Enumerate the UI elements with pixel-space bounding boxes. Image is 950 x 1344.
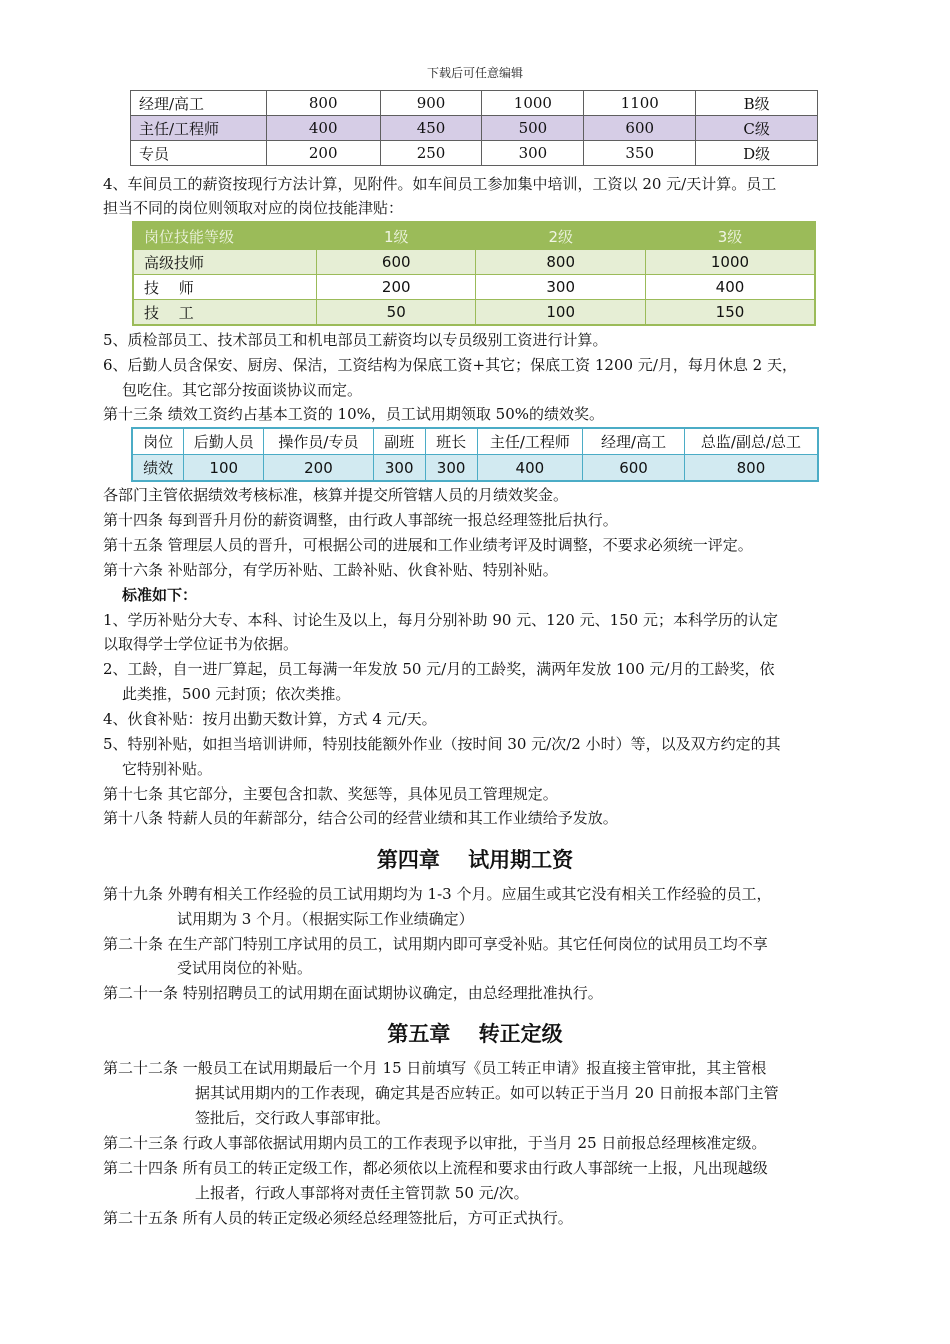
table-cell: 50 xyxy=(316,300,476,326)
paragraph: 4、车间员工的薪资按现行方法计算，见附件。如车间员工参加集中培训，工资以 20 元/天计算。员工 xyxy=(103,175,777,193)
list-item: 2、工龄，自一进厂算起，员工每满一年发放 50 元/月的工龄奖，满两年发放 100 元/月的工龄奖，依 xyxy=(103,660,775,678)
article-17: 第十七条 其它部分，主要包含扣款、奖惩等，具体见员工管理规定。 xyxy=(103,785,558,803)
table-cell: 经理/高工 xyxy=(131,91,267,116)
table-cell: 高级技师 xyxy=(133,250,316,275)
article-24: 第二十四条 所有员工的转正定级工作，都必须依以上流程和要求由行政人事部统一上报，凡出现越级 xyxy=(103,1159,768,1177)
table-row xyxy=(132,428,818,455)
list-item: 以取得学士学位证书为依据。 xyxy=(103,635,299,653)
table-row xyxy=(133,250,815,275)
table-cell: 300 xyxy=(425,455,477,482)
list-item: 此类推，500 元封顶；依次类推。 xyxy=(122,685,351,703)
table-cell: 操作员/专员 xyxy=(264,428,374,455)
table-cell: 1000 xyxy=(645,250,815,275)
table-cell: 200 xyxy=(316,275,476,300)
table-cell: 600 xyxy=(583,455,685,482)
standard-heading: 标准如下： xyxy=(122,586,198,604)
paragraph: 6、后勤人员含保安、厨房、保洁，工资结构为保底工资+其它；保底工资 1200 元/月，每月休息 2 天， xyxy=(103,356,797,374)
article-15: 第十五条 管理层人员的晋升，可根据公司的进展和工作业绩考评及时调整，不要求必须统一评定。 xyxy=(103,536,753,554)
table-cell: 300 xyxy=(476,275,645,300)
table-cell: 主任/工程师 xyxy=(477,428,583,455)
table-cell: 800 xyxy=(684,455,818,482)
table-cell: 主任/工程师 xyxy=(131,116,267,141)
table-cell: 1100 xyxy=(584,91,696,116)
table-header-cell: 1级 xyxy=(316,222,476,250)
table-cell: C级 xyxy=(696,116,818,141)
table-cell: 班长 xyxy=(425,428,477,455)
table-cell: 400 xyxy=(477,455,583,482)
table-cell: 100 xyxy=(184,455,264,482)
chapter-4-title: 第四章 试用期工资 xyxy=(376,847,574,872)
performance-pay-table xyxy=(131,427,819,482)
table-cell: 250 xyxy=(380,141,482,166)
table-cell: 后勤人员 xyxy=(184,428,264,455)
table-cell: 400 xyxy=(266,116,380,141)
article-18: 第十八条 特薪人员的年薪部分，结合公司的经营业绩和其工作业绩给予发放。 xyxy=(103,809,618,827)
skill-allowance-table xyxy=(132,221,816,326)
paragraph: 包吃住。其它部分按面谈协议而定。 xyxy=(122,381,363,399)
table-cell: 绩效 xyxy=(132,455,184,482)
table-cell: 300 xyxy=(482,141,584,166)
table-row xyxy=(132,455,818,482)
article-24-cont: 上报者，行政人事部将对责任主管罚款 50 元/次。 xyxy=(195,1184,529,1202)
table-row xyxy=(133,300,815,326)
table-cell: 技 工 xyxy=(133,300,316,326)
table-header-row xyxy=(133,222,815,250)
table-row xyxy=(131,91,818,116)
table-cell: 200 xyxy=(264,455,374,482)
salary-grade-table xyxy=(130,90,818,166)
table-cell: 150 xyxy=(645,300,815,326)
table-cell: 1000 xyxy=(482,91,584,116)
table-cell: 副班 xyxy=(373,428,425,455)
article-22-cont: 签批后，交行政人事部审批。 xyxy=(195,1109,391,1127)
article-16: 第十六条 补贴部分，有学历补贴、工龄补贴、伙食补贴、特别补贴。 xyxy=(103,561,558,579)
table-cell: 600 xyxy=(584,116,696,141)
table-header-cell: 3级 xyxy=(645,222,815,250)
table-cell: 300 xyxy=(373,455,425,482)
article-25: 第二十五条 所有人员的转正定级必须经总经理签批后，方可正式执行。 xyxy=(103,1209,573,1227)
paragraph: 担当不同的岗位则领取对应的岗位技能津贴： xyxy=(103,199,404,217)
table-row xyxy=(131,141,818,166)
table-cell: D级 xyxy=(696,141,818,166)
table-cell: 400 xyxy=(645,275,815,300)
list-item: 5、特别补贴，如担当培训讲师，特别技能额外作业（按时间 30 元/次/2 小时）等，以及双方约定的其 xyxy=(103,735,781,753)
table-cell: 经理/高工 xyxy=(583,428,685,455)
table-row xyxy=(133,275,815,300)
article-22: 第二十二条 一般员工在试用期最后一个月 15 日前填写《员工转正申请》报直接主管审批，其主管根 xyxy=(103,1059,767,1077)
table-cell: 200 xyxy=(266,141,380,166)
article-20: 第二十条 在生产部门特别工序试用的员工，试用期内即可享受补贴。其它任何岗位的试用员工均不享 xyxy=(103,935,768,953)
article-19-cont: 试用期为 3 个月。（根据实际工作业绩确定） xyxy=(177,910,474,928)
page-header: 下载后可任意编辑 xyxy=(426,66,523,80)
table-cell: 600 xyxy=(316,250,476,275)
chapter-5-title: 第五章 转正定级 xyxy=(387,1021,563,1046)
article-19: 第十九条 外聘有相关工作经验的员工试用期均为 1-3 个月。应届生或其它没有相关工作经验的员工， xyxy=(103,885,772,903)
list-item: 4、伙食补贴：按月出勤天数计算，方式 4 元/天。 xyxy=(103,710,437,728)
article-20-cont: 受试用岗位的补贴。 xyxy=(177,959,313,977)
table-cell: 总监/副总/总工 xyxy=(684,428,818,455)
table-cell: 岗位 xyxy=(132,428,184,455)
table-cell: 450 xyxy=(380,116,482,141)
table-cell: 800 xyxy=(476,250,645,275)
article-14: 第十四条 每到晋升月份的薪资调整，由行政人事部统一报总经理签批后执行。 xyxy=(103,511,618,529)
article-23: 第二十三条 行政人事部依据试用期内员工的工作表现予以审批，于当月 25 日前报总经理核准定级。 xyxy=(103,1134,767,1152)
table-cell: 500 xyxy=(482,116,584,141)
list-item: 1、学历补贴分大专、本科、讨论生及以上，每月分别补助 90 元、120 元、150 元；本科学历的认定 xyxy=(103,611,778,629)
table-header-cell: 2级 xyxy=(476,222,645,250)
paragraph: 5、质检部员工、技术部员工和机电部员工薪资均以专员级别工资进行计算。 xyxy=(103,331,608,349)
table-cell: 350 xyxy=(584,141,696,166)
article-13: 第十三条 绩效工资约占基本工资的 10%，员工试用期领取 50%的绩效奖。 xyxy=(103,405,604,423)
article-21: 第二十一条 特别招聘员工的试用期在面试期协议确定，由总经理批准执行。 xyxy=(103,984,603,1002)
paragraph: 各部门主管依据绩效考核标准，核算并提交所管辖人员的月绩效奖金。 xyxy=(103,486,569,504)
table-header-cell: 岗位技能等级 xyxy=(133,222,316,250)
table-cell: 900 xyxy=(380,91,482,116)
list-item: 它特别补贴。 xyxy=(122,760,213,778)
article-22-cont: 据其试用期内的工作表现，确定其是否应转正。如可以转正于当月 20 日前报本部门主管 xyxy=(195,1084,779,1102)
table-cell: 专员 xyxy=(131,141,267,166)
table-cell: 800 xyxy=(266,91,380,116)
table-cell: B级 xyxy=(696,91,818,116)
table-cell: 100 xyxy=(476,300,645,326)
table-cell: 技 师 xyxy=(133,275,316,300)
table-row xyxy=(131,116,818,141)
